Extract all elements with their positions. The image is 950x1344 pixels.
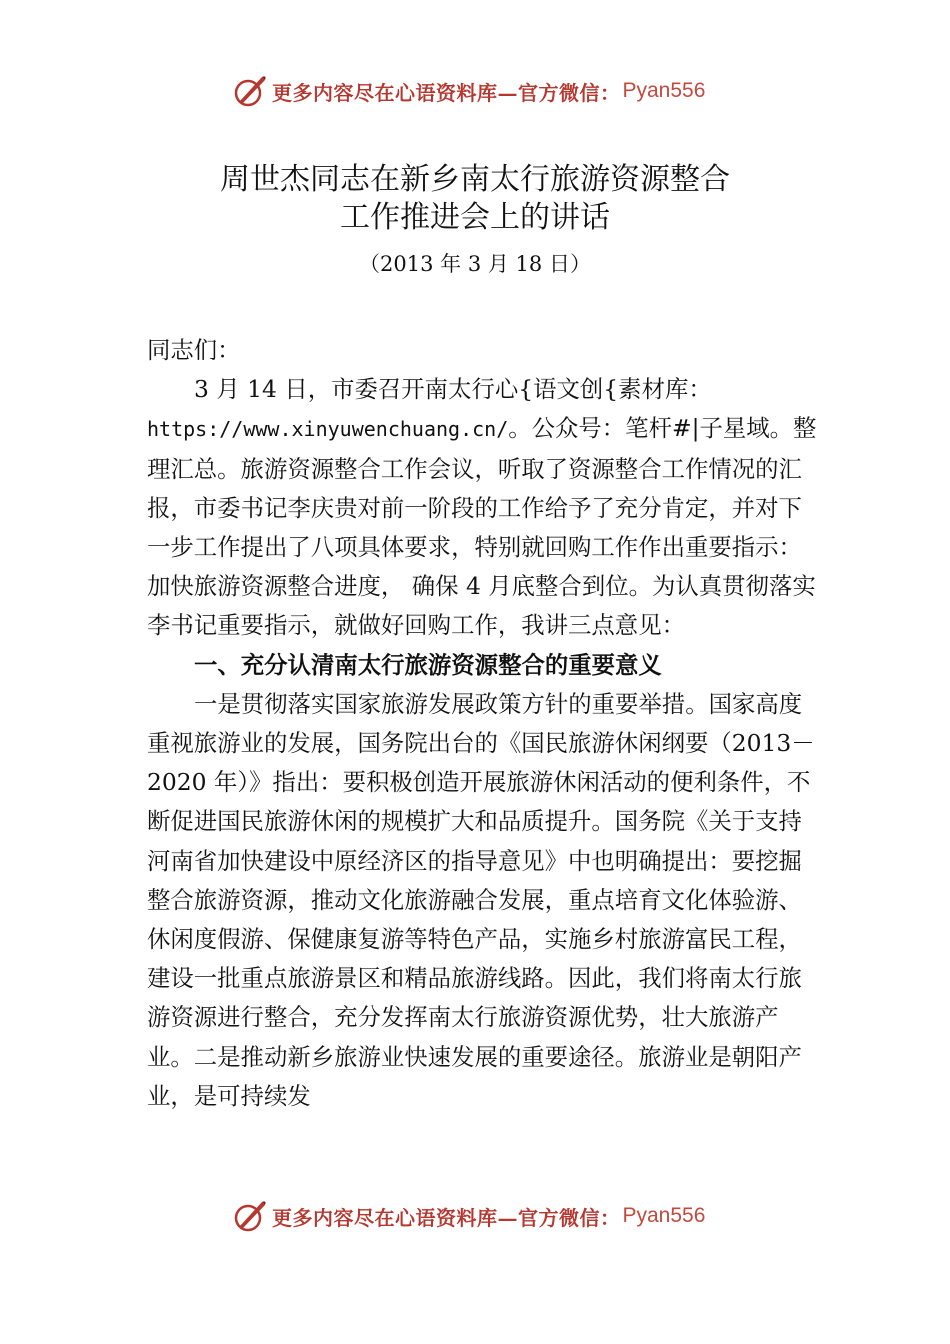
paragraph-2: 一是贯彻落实国家旅游发展政策方针的重要举措。国家高度重视旅游业的发展，国务院出台的《国民旅游休闲纲要（2013－2020 年）》指出：要积极创造开展旅游休闲活动的便利条件，不断促进国民旅游休闲的规模扩大和品质提升。国务院《关于支持河南省加快建设中原经济区的指导意见》中也明确提出：要挖掘整合旅游资源，推动文化旅游融合发展，重点培育文化体验游、休闲度假游、保健康复游等特色产品，实施乡村旅游富民工程，建设一批重点旅游景区和精品旅游线路。因此，我们将南太行旅游资源进行整合，充分发挥南太行旅游资源优势，壮大旅游产业。二是推动新乡旅游业快速发展的重要途径。旅游业是朝阳产业，是可持续发 bbox=[147, 689, 815, 1110]
watermark-handle: Pyan556 bbox=[622, 79, 706, 102]
salutation: 同志们： bbox=[147, 336, 241, 364]
source-url: https://www.xinyuwenchuang.cn/ bbox=[147, 417, 509, 442]
quill-pen-logo-icon bbox=[232, 73, 268, 109]
document-title-line1: 周世杰同志在新乡南太行旅游资源整合 bbox=[220, 162, 730, 197]
paragraph-1-text-b: 。公众号：笔杆#|子星域。整理汇总。旅游资源整合工作会议，听取了资源整合工作情况的汇报，市委书记李庆贵对前一阶段的工作给予了充分肯定，并对下一步工作提出了八项具体要求，特别就回购工作作出重要指示：加快旅游资源整合进度， 确保 4 月底整合到位。为认真贯彻落实李书记重要指示，就做好回购工作，我讲三点意见： bbox=[147, 414, 817, 640]
section-heading-1: 一、充分认清南太行旅游资源整合的重要意义 bbox=[194, 650, 662, 679]
paragraph-1-text-a: 3 月 14 日，市委召开南太行心{语文创{素材库： bbox=[194, 375, 712, 404]
watermark-text: 更多内容尽在心语资料库—官方微信： bbox=[272, 1205, 621, 1230]
document-body bbox=[147, 331, 817, 1116]
footer-watermark-banner bbox=[232, 1197, 705, 1235]
document-title-line2: 工作推进会上的讲话 bbox=[340, 200, 610, 235]
header-watermark-banner bbox=[232, 72, 705, 110]
paragraph-1 bbox=[147, 370, 817, 645]
quill-pen-logo-icon bbox=[232, 1198, 268, 1234]
watermark-text: 更多内容尽在心语资料库—官方微信： bbox=[272, 80, 621, 105]
speech-date: （2013 年 3 月 18 日） bbox=[359, 252, 591, 276]
watermark-handle: Pyan556 bbox=[622, 1204, 706, 1227]
